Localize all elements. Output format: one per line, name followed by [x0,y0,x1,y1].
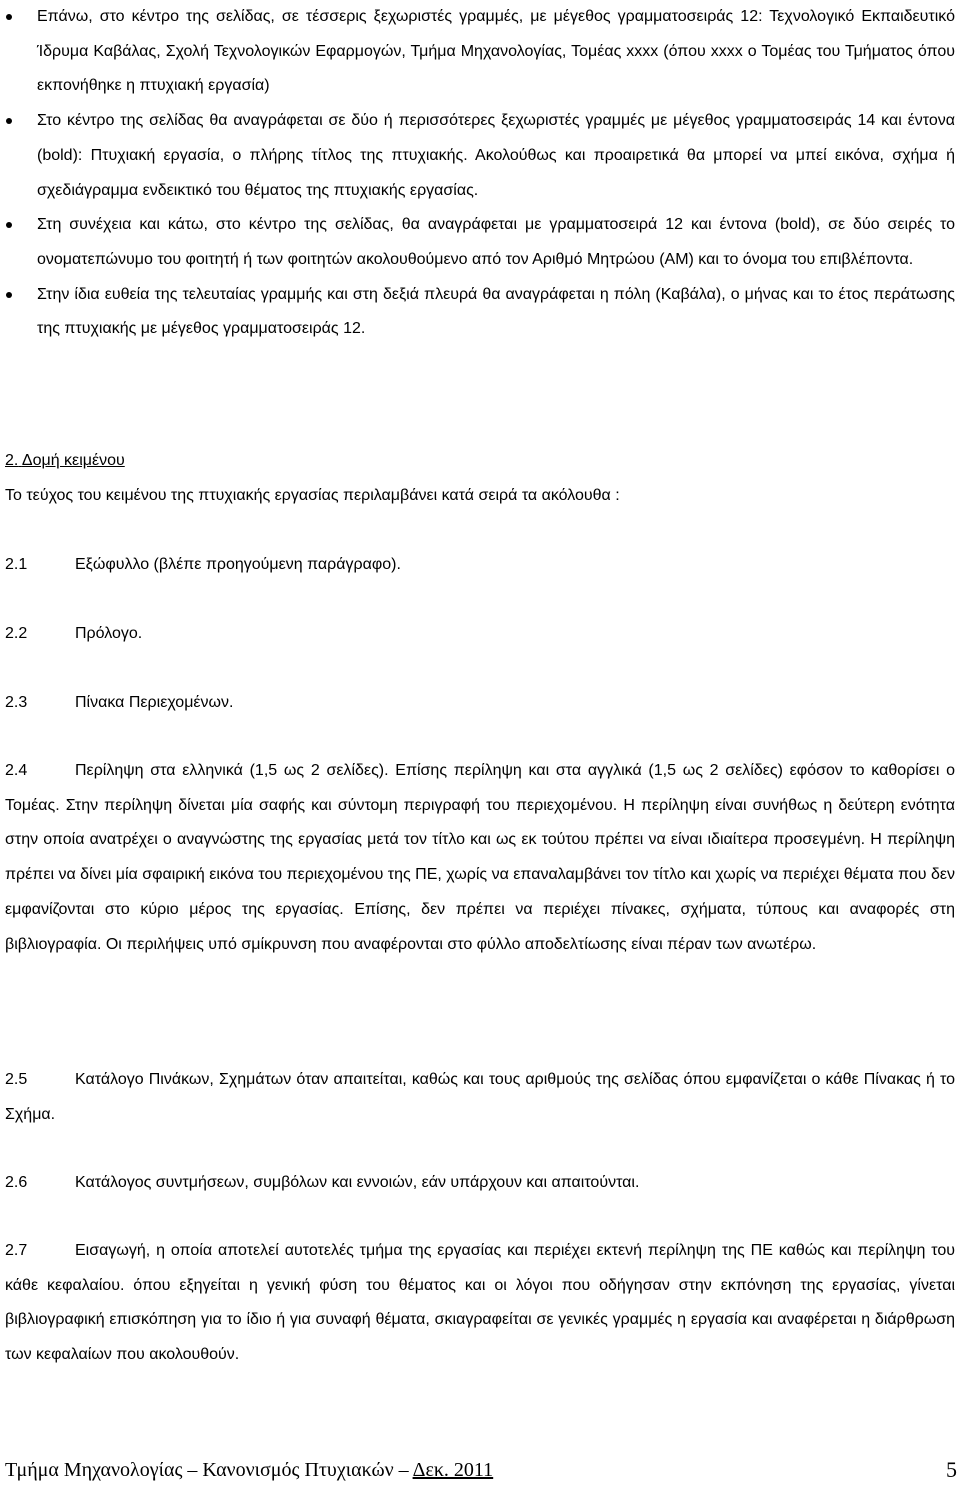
item-number: 2.2 [5,625,28,642]
footer-label: Τμήμα Μηχανολογίας – Κανονισμός Πτυχιακών – [5,1459,413,1481]
list-item [5,1166,955,1201]
item-text: Κατάλογος συντμήσεων, συμβόλων και εννοιών, εάν υπάρχουν και απαιτούνται. [75,1174,640,1191]
bullet-list [5,0,955,347]
item-number: 2.6 [5,1174,28,1191]
bullet-dot-icon [6,222,12,228]
item-text: Εξώφυλλο (βλέπε προηγούμενη παράγραφο). [75,556,401,573]
footer-date: Δεκ. 2011 [412,1459,494,1481]
bullet-dot-icon [6,118,12,124]
list-item [5,754,955,962]
section-number: 2. [5,452,19,469]
bullet-item [5,208,955,277]
list-item [5,1063,955,1132]
footer-text [5,1455,493,1485]
bullet-item [5,278,955,347]
bullet-text: Στη συνέχεια και κάτω, στο κέντρο της σελίδας, θα αναγράφεται με γραμματοσειρά 12 και έντονα (bold), σε δύο σειρές το ονοματεπώνυμο του φοιτητή ή των φοιτητών ακολουθούμενο από τον Αριθμό Μητρώου (ΑΜ) και το όνομα του επιβλέποντα. [37,216,955,268]
bullet-text: Επάνω, στο κέντρο της σελίδας, σε τέσσερις ξεχωριστές γραμμές, με μέγεθος γραμματοσειράς 12: Τεχνολογικό Εκπαιδευτικό Ίδρυμα Καβάλας, Σχολή Τεχνολογικών Εφαρμογών, Τμήμα Μηχανολογίας, Τομέας xxxx (όπου xxxx ο Τομέας του Τμήματος όπου εκπονήθηκε η πτυχιακή εργασία) [37,8,955,95]
item-text: Πρόλογο. [75,625,143,642]
item-text: Κατάλογο Πινάκων, Σχημάτων όταν απαιτείται, καθώς και τους αριθμούς της σελίδας όπου εμφανίζεται ο κάθε Πίνακας ή το Σχήμα. [5,1071,955,1123]
list-item [5,1234,955,1373]
bullet-item [5,104,955,208]
item-number: 2.1 [5,556,28,573]
document-page [5,0,955,1486]
list-item [5,686,955,721]
page-footer [5,1455,955,1485]
bullet-dot-icon [6,14,12,20]
section-title: Δομή κειμένου [21,452,125,469]
bullet-text: Στην ίδια ευθεία της τελευταίας γραμμής και στη δεξιά πλευρά θα αναγράφεται η πόλη (Καβάλα), ο μήνας και το έτος περάτωσης της πτυχιακής με μέγεθος γραμματοσειράς 12. [37,285,955,338]
item-text: Εισαγωγή, η οποία αποτελεί αυτοτελές τμήμα της εργασίας και περιέχει εκτενή περίληψη της ΠΕ καθώς και περίληψη του κάθε κεφαλαίου. όπου εξηγείται η γενική φύση του θέματος και οι λόγοι που οδήγησαν στην εκπόνηση της εργασίας, γίνεται βιβλιογραφική επισκόπηση για το ίδιο ή για συναφή θέματα, σκιαγραφείται σε γενικές γραμμές η εργασία και αναφέρεται η διάρθρωση των κεφαλαίων που ακολουθούν. [5,1242,955,1364]
item-number: 2.7 [5,1242,28,1259]
bullet-dot-icon [6,292,12,298]
bullet-text: Στο κέντρο της σελίδας θα αναγράφεται σε δύο ή περισσότερες ξεχωριστές γραμμές με μέγεθος γραμματοσειράς 14 και έντονα (bold): Πτυχιακή εργασία, ο πλήρης τίτλος της πτυχιακής. Ακολούθως και προαιρετικά θα μπορεί να μπεί εικόνα, σχήμα ή σχεδιάγραμμα ενδεικτικό του θέματος της πτυχιακής εργασίας. [37,112,955,199]
item-text: Περίληψη στα ελληνικά (1,5 ως 2 σελίδες). Επίσης περίληψη και στα αγγλικά (1,5 ως 2 σελίδες) εφόσον το καθορίσει ο Τομέας. Στην περίληψη δίνεται μία σαφής και σύντομη περιγραφή του περιεχομένου. Η περίληψη είναι συνήθως η δεύτερη ενότητα στην οποία ανατρέχει ο αναγνώστης της εργασίας μετά τον τίτλο και ως εκ τούτου πρέπει να είναι ιδιαίτερα προσεγμένη. Η περίληψη πρέπει να δίνει μία σφαιρική εικόνα του περιεχομένου της ΠΕ, χωρίς να επαναλαμβάνει τον τίτλο και χωρίς να περιέχει θέματα που δεν εμφανίζονται στο κύριο μέρος της εργασίας. Επίσης, δεν πρέπει να περιέχει πίνακες, σχήματα, τύπους και αναφορές στη βιβλιογραφία. Οι περιλήψεις υπό σμίκρυνση που αναφέρονται στο φύλλο αποδελτίωσης είναι πέραν των ανωτέρω. [5,762,956,953]
bullet-item [5,0,955,104]
item-text: Πίνακα Περιεχομένων. [75,694,234,711]
item-number: 2.5 [5,1071,28,1088]
item-number: 2.4 [5,762,28,779]
list-item [5,617,955,652]
section-heading [5,444,955,479]
list-item [5,548,955,583]
item-number: 2.3 [5,694,28,711]
section-intro: Το τεύχος του κειμένου της πτυχιακής εργασίας περιλαμβάνει κατά σειρά τα ακόλουθα : [5,487,620,504]
page-number: 5 [946,1457,957,1482]
